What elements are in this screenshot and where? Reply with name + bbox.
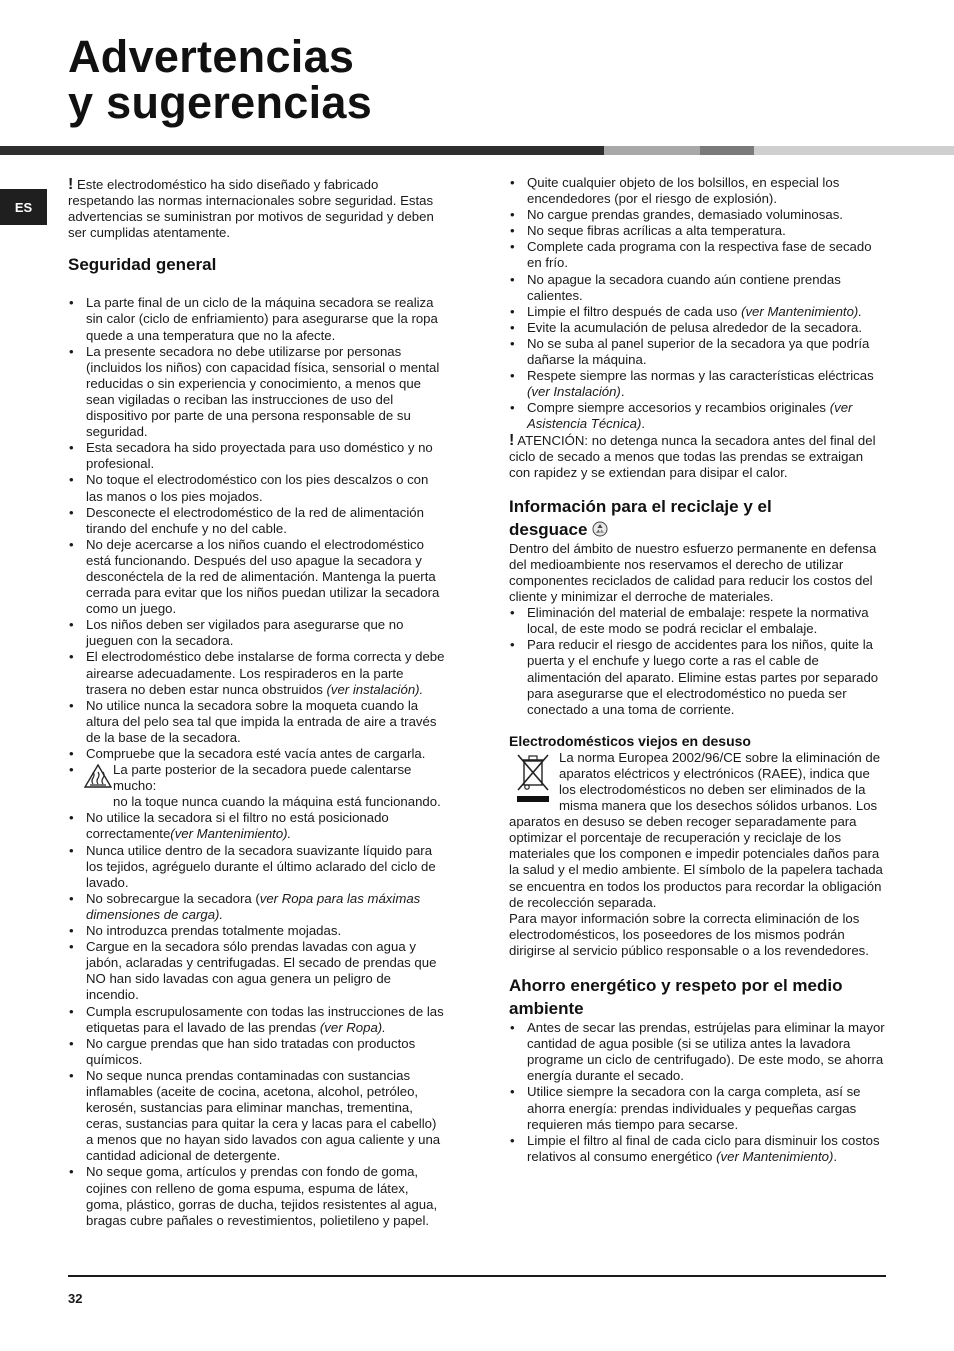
ahorro-heading: Ahorro energético y respeto por el medio ambiente <box>509 976 843 1019</box>
list-item-end: . <box>620 384 625 400</box>
reciclaje-heading-line2: desguace <box>509 519 588 539</box>
weee-text-2: Para mayor información sobre la correcta eliminación de los electrodomésticos, los poseedores de los mismos podrán dirigirse al servicio público responsable o a los revendedores. <box>509 910 869 958</box>
weee-heading: Electrodomésticos viejos en desuso <box>509 732 751 749</box>
seguridad-heading: Seguridad general <box>68 255 217 275</box>
weee-block <box>509 750 887 959</box>
reciclaje-text: Dentro del ámbito de nuestro esfuerzo permanente en defensa del medioambiente nos reservamos el derecho de utilizar componentes reciclados de calidad para reducir los costos del cliente y minimizar el derroche de materiales. <box>509 540 877 605</box>
list-item-end: . <box>641 416 646 432</box>
list-item: • Nunca utilice dentro de la secadora suavizante líquido para los tejidos, agréguelo durante el último aclarado del ciclo de lavado. <box>68 843 446 891</box>
list-item: • Desconecte el electrodoméstico de la red de alimentación tirando del enchufe y no del cable. <box>68 505 446 537</box>
list-item: • No introduzca prendas totalmente mojadas. <box>68 923 446 939</box>
list-item <box>68 891 446 923</box>
list-item <box>68 1004 446 1036</box>
page-title-line2: y sugerencias <box>68 77 373 128</box>
list-item: • Eliminación del material de embalaje: respete la normativa local, de este modo se podrá reciclar el embalaje. <box>509 605 887 637</box>
list-item-text: El electrodoméstico debe instalarse de forma correcta y debe airearse adecuadamente. Los respiraderos en la parte trasera no deben estar nunca obstruidos <box>86 649 445 697</box>
seguridad-list <box>68 295 446 1228</box>
list-item <box>509 400 887 432</box>
list-item: • Esta secadora ha sido proyectada para uso doméstico y no profesional. <box>68 440 446 472</box>
list-item-text: Respete siempre las normas y las características eléctricas <box>527 368 874 384</box>
intro-paragraph <box>68 177 446 241</box>
reciclaje-heading <box>509 495 887 541</box>
list-item-text: No sobrecargue la secadora ( <box>86 890 260 906</box>
reference-link: (ver Asistencia Técnica) <box>527 400 853 432</box>
footer-rule <box>68 1275 886 1277</box>
header-rule-mid <box>604 146 700 155</box>
list-item <box>509 304 887 320</box>
header-rule-light <box>754 146 954 155</box>
list-item-text: Cumpla escrupulosamente con todas las instrucciones de las etiquetas para el lavado de las prendas <box>86 1003 444 1035</box>
warning-mark: ! <box>68 176 74 193</box>
right-column <box>509 175 887 1165</box>
list-item: • Los niños deben ser vigilados para asegurarse que no jueguen con la secadora. <box>68 617 446 649</box>
reference-link: (ver Mantenimiento) <box>716 1148 834 1164</box>
list-item-text: Limpie el filtro al final de cada ciclo para disminuir los costos relativos al consumo energético <box>527 1132 880 1164</box>
list-item: • No utilice nunca la secadora sobre la moqueta cuando la altura del pelo sea tal que impida la entrada de aire a través de la base de la secadora. <box>68 698 446 746</box>
language-tab: ES <box>0 189 47 225</box>
list-item-text: No utilice la secadora si el filtro no está posicionado correctamente <box>86 810 389 842</box>
reference-link: (ver Ropa). <box>319 1019 386 1035</box>
list-item: • No seque nunca prendas contaminadas con sustancias inflamables (aceite de cocina, acetona, alcohol, petróleo, kerosén, sustancias para eliminar manchas, trementina, ceras, sustancias para quitar la cera y lacas para el cabello) a menos que no hayan sido lavados con agua caliente y una cantidad adicional de detergente. <box>68 1068 446 1165</box>
list-item <box>509 1133 887 1165</box>
hot-surface-text: La parte posterior de la secadora puede calentarse mucho: <box>113 762 412 794</box>
reciclaje-list <box>509 605 887 718</box>
list-item <box>509 368 887 400</box>
list-item: • No seque fibras acrílicas a alta temperatura. <box>509 223 887 239</box>
attention-text: ATENCIÓN: no detenga nunca la secadora antes del final del ciclo de secado a menos que todas las prendas se extraigan con rapidez y se extiendan para disipar el calor. <box>509 432 876 480</box>
list-item-text: Limpie el filtro después de cada uso <box>527 303 742 319</box>
page-number: 32 <box>68 1291 83 1306</box>
reference-link: (ver Mantenimiento). <box>741 303 862 319</box>
header-rule-gray <box>700 146 754 155</box>
header-rule-dark <box>0 146 604 155</box>
list-item: • Utilice siempre la secadora con la carga completa, así se ahorra energía: prendas individuales y pequeñas cargas requieren más tiempo para secarse. <box>509 1084 887 1132</box>
list-item <box>68 810 446 842</box>
list-item: • No toque el electrodoméstico con los pies descalzos o con las manos o los pies mojados. <box>68 472 446 504</box>
list-item: • Complete cada programa con la respectiva fase de secado en frío. <box>509 239 887 271</box>
list-item: • No apague la secadora cuando aún contiene prendas calientes. <box>509 272 887 304</box>
left-column <box>68 177 446 1229</box>
list-item: • No cargue prendas grandes, demasiado voluminosas. <box>509 207 887 223</box>
list-item-text: Compre siempre accesorios y recambios originales <box>527 400 830 416</box>
list-item: • La parte final de un ciclo de la máquina secadora se realiza sin calor (ciclo de enfriamiento) para asegurarse que la ropa quede a una temperatura que no la afecte. <box>68 295 446 343</box>
reference-link: ver Ropa para las máximas dimensiones de carga). <box>86 890 421 922</box>
intro-text: Este electrodoméstico ha sido diseñado y fabricado respetando las normas internacionales sobre seguridad. Estas advertencias se suministran por motivos de seguridad y deben ser cumplidas atentamente. <box>68 177 434 241</box>
list-item: • No seque goma, artículos y prendas con fondo de goma, cojines con relleno de goma espuma, espuma de látex, goma, plástico, gorras de ducha, tejidos resistentes al agua, bragas cubre pañales o revestimientos, polietileno y papel. <box>68 1164 446 1228</box>
list-item-end: . <box>833 1148 838 1164</box>
list-item: • Para reducir el riesgo de accidentes para los niños, quite la puerta y el enchufe y luego corte a ras el cable de alimentación del aparato. Elimine estas partes por separado para asegurarse que el electrodoméstico no pueda ser conectado a una toma de corriente. <box>509 637 887 717</box>
list-item: • Compruebe que la secadora esté vacía antes de cargarla. <box>68 746 446 762</box>
page-title <box>68 31 373 128</box>
reference-link: (ver instalación). <box>326 681 424 697</box>
list-item: • No se suba al panel superior de la secadora ya que podría dañarse la máquina. <box>509 336 887 368</box>
list-item: • Quite cualquier objeto de los bolsillos, en especial los encendedores (por el riesgo de explosión). <box>509 175 887 207</box>
list-item: • No deje acercarse a los niños cuando el electrodoméstico está funcionando. Después del uso apague la secadora y desconéctela de la red de alimentación. Mantenga la puerta cerrada para evitar que los niños puedan utilizar la secadora como un juego. <box>68 537 446 617</box>
reference-link: (ver Instalación) <box>527 384 621 400</box>
hot-surface-text-2: no la toque nunca cuando la máquina está funcionando. <box>113 794 441 810</box>
list-item: • No cargue prendas que han sido tratadas con productos químicos. <box>68 1036 446 1068</box>
reference-link: (ver Mantenimiento). <box>170 826 292 842</box>
list-item <box>68 649 446 697</box>
list-item: • Evite la acumulación de pelusa alrededor de la secadora. <box>509 320 887 336</box>
recycle-icon <box>592 521 608 537</box>
list-item: • Antes de secar las prendas, estrújelas para eliminar la mayor cantidad de agua posible (si se utiliza antes la lavadora programe un ciclo de centrifugado). De este modo, se ahorra energía durante el secado. <box>509 1020 887 1084</box>
list-item-hot-surface <box>68 762 446 810</box>
warning-mark: ! <box>509 431 515 449</box>
list-item: • La presente secadora no debe utilizarse por personas (incluidos los niños) con capacidad física, sensorial o mental reducidas o sin experiencia y conocimiento, a menos que sean vigiladas o reciban las instrucciones de uso del dispositivo por parte de una persona responsable de su seguridad. <box>68 344 446 441</box>
reciclaje-heading-line1: Información para el reciclaje y el <box>509 496 772 516</box>
hot-surface-warning-icon <box>84 764 112 788</box>
list-item: • Cargue en la secadora sólo prendas lavadas con agua y jabón, aclaradas y centrifugadas. El secado de prendas que NO han sido lavadas con agua genera un peligro de incendio. <box>68 939 446 1003</box>
crossed-bin-icon <box>513 752 553 806</box>
ahorro-list <box>509 1020 887 1165</box>
precautions-list <box>509 175 887 433</box>
attention-paragraph <box>509 433 887 481</box>
weee-text: La norma Europea 2002/96/CE sobre la eliminación de aparatos eléctricos y electrónicos (RAEE), indica que los electrodomésticos no deben ser eliminados de la misma manera que los desechos sólidos urbanos. Los aparatos en desuso se deben recoger separadamente para optimizar el porcentaje de recuperación y reciclaje de los materiales que los componen e impedir potenciales daños para la salud y el medio ambiente. El símbolo de la papelera tachada se encuentra en todos los productos para recordar la obligación de recolección separada. <box>509 749 883 910</box>
page-title-line1: Advertencias <box>68 31 355 82</box>
